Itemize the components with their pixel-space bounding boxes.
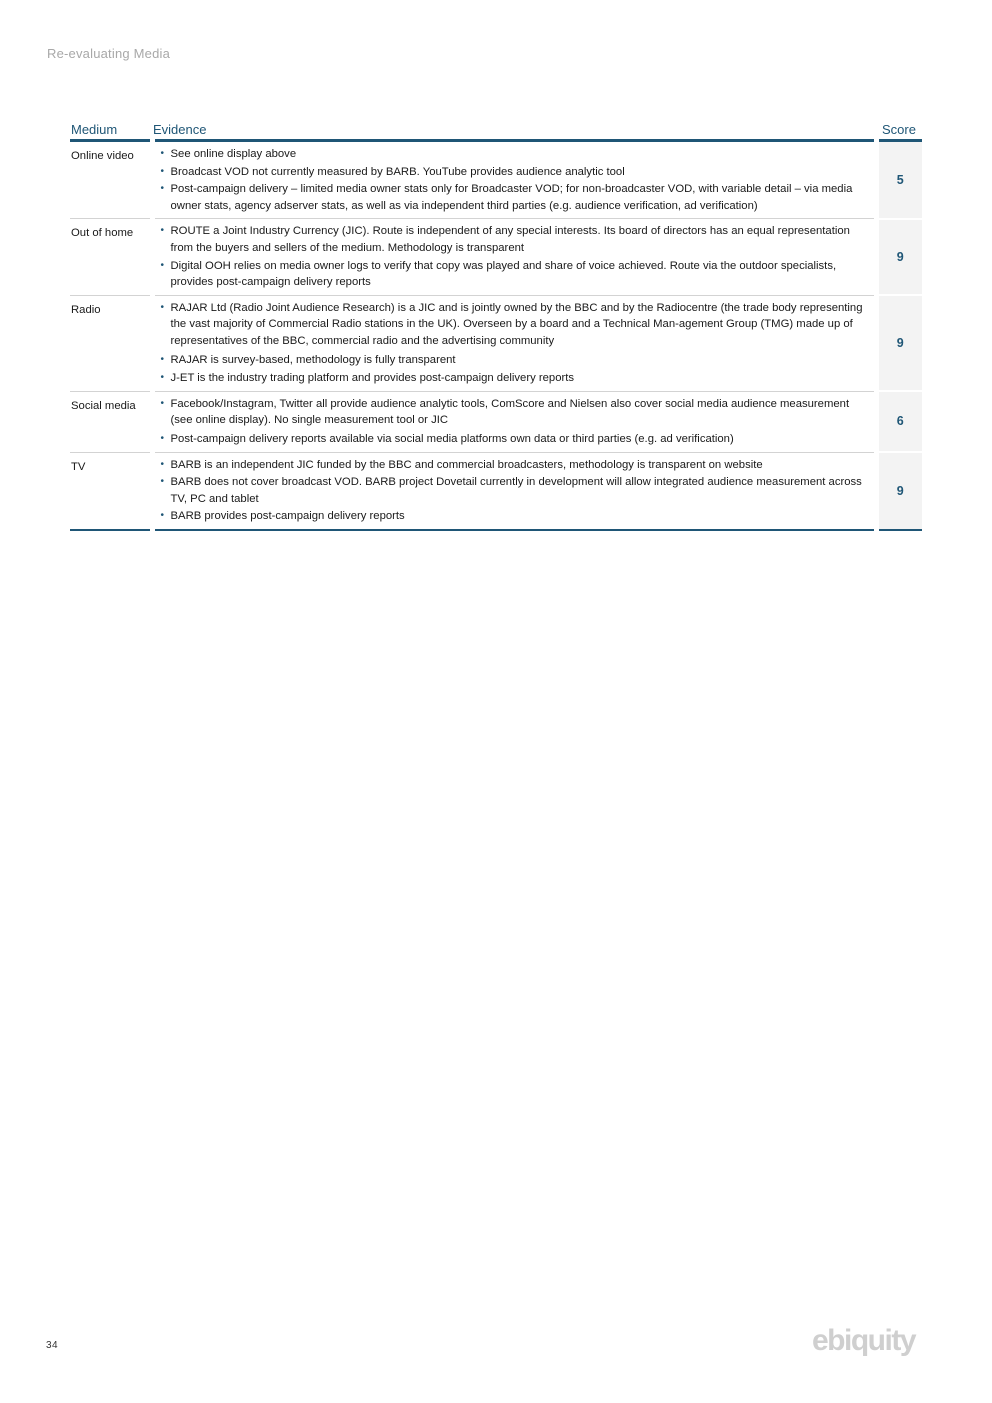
evidence-item: • Facebook/Instagram, Twitter all provide audience analytic tools, ComScore and Nielsen also cover social media audience measurement (see online display). No single measurement tool or JIC <box>161 396 870 429</box>
evidence-list <box>161 396 870 448</box>
evidence-cell <box>152 452 876 530</box>
table-row <box>70 295 922 391</box>
score-cell: 5 <box>876 141 922 219</box>
table-row <box>70 391 922 452</box>
evidence-table <box>70 122 922 531</box>
evidence-item: • BARB does not cover broadcast VOD. BARB project Dovetail currently in development will allow integrated audience measurement across TV, PC and tablet <box>161 474 870 507</box>
running-title: Re-evaluating Media <box>47 46 171 61</box>
evidence-cell <box>152 391 876 452</box>
score-cell: 9 <box>876 452 922 530</box>
evidence-item: • See online display above <box>161 146 870 163</box>
evidence-item: • ROUTE a Joint Industry Currency (JIC). Route is independent of any special interests. Its board of directors has an equal representation from the buyers and sellers of the medium. Methodology is transparent <box>161 223 870 256</box>
evidence-list <box>161 223 870 290</box>
table-row <box>70 219 922 295</box>
ebiquity-logo <box>812 1322 924 1362</box>
medium-cell: TV <box>70 452 152 530</box>
evidence-cell <box>152 295 876 391</box>
medium-cell: Out of home <box>70 219 152 295</box>
table-row <box>70 141 922 219</box>
score-cell: 6 <box>876 391 922 452</box>
evidence-item: • RAJAR is survey-based, methodology is fully transparent <box>161 352 870 369</box>
medium-cell: Social media <box>70 391 152 452</box>
evidence-item: • Post-campaign delivery – limited media owner stats only for Broadcaster VOD; for non-broadcaster VOD, with variable detail – via media owner stats, agency adserver stats, as well as via independent third parties (e.g. audience verification, ad verification) <box>161 181 870 214</box>
medium-cell: Radio <box>70 295 152 391</box>
evidence-item: • Digital OOH relies on media owner logs to verify that copy was played and share of voice achieved. Route via the outdoor specialists, provides post-campaign delivery reports <box>161 258 870 291</box>
evidence-cell <box>152 141 876 219</box>
evidence-cell <box>152 219 876 295</box>
logo-text: ebiquity <box>812 1324 916 1357</box>
evidence-list <box>161 146 870 214</box>
header-medium: Medium <box>70 122 152 141</box>
evidence-item: • J-ET is the industry trading platform and provides post-campaign delivery reports <box>161 370 870 387</box>
header-score: Score <box>876 122 922 141</box>
page-number: 34 <box>46 1340 59 1351</box>
header-evidence: Evidence <box>152 122 876 141</box>
table-row <box>70 452 922 530</box>
evidence-list <box>161 300 870 387</box>
score-cell: 9 <box>876 295 922 391</box>
evidence-table-container <box>70 122 922 531</box>
evidence-list <box>161 457 870 525</box>
evidence-item: • RAJAR Ltd (Radio Joint Audience Research) is a JIC and is jointly owned by the BBC and by the Radiocentre (the trade body representing the vast majority of Commercial Radio stations in the UK). Overseen by a board and a Technical Man-agement Group (TMG) made up of representatives of the BBC, commercial radio and the advertising community <box>161 300 870 350</box>
score-cell: 9 <box>876 219 922 295</box>
evidence-item: • Post-campaign delivery reports available via social media platforms own data or third parties (e.g. ad verification) <box>161 431 870 448</box>
evidence-item: • BARB is an independent JIC funded by the BBC and commercial broadcasters, methodology is transparent on website <box>161 457 870 474</box>
table-header-row <box>70 122 922 141</box>
evidence-item: • Broadcast VOD not currently measured by BARB. YouTube provides audience analytic tool <box>161 164 870 181</box>
evidence-item: • BARB provides post-campaign delivery reports <box>161 508 870 525</box>
medium-cell: Online video <box>70 141 152 219</box>
